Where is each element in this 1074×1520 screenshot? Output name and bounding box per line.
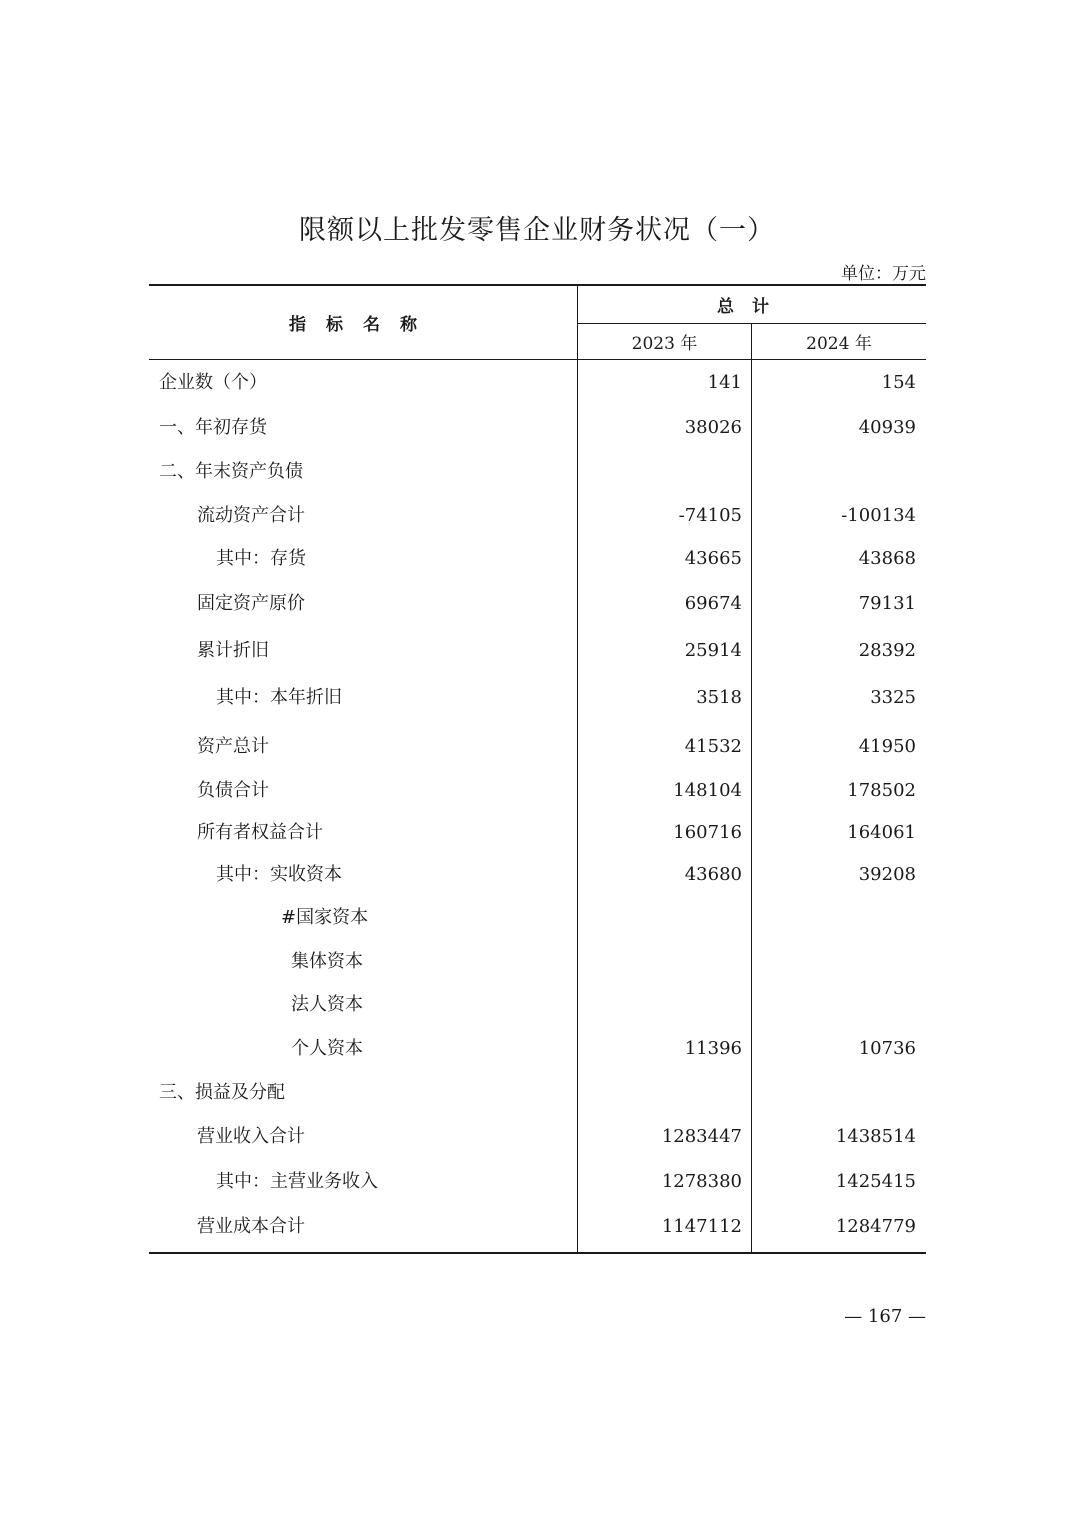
table-row <box>149 950 926 974</box>
page-number: — 167 — <box>844 1306 926 1327</box>
value-2024: 10736 <box>858 1038 916 1059</box>
row-label: 流动资产合计 <box>197 505 305 526</box>
table-row <box>149 547 926 571</box>
unit-label: 单位：万元 <box>841 264 926 284</box>
table-row <box>149 779 926 803</box>
row-label: 企业数（个） <box>159 372 267 393</box>
value-2023: 1283447 <box>661 1126 742 1147</box>
table-row <box>149 1215 926 1239</box>
table-row <box>149 1081 926 1105</box>
value-2024: 1425415 <box>835 1171 916 1192</box>
value-2024: 164061 <box>847 822 916 843</box>
financial-table <box>149 284 926 1254</box>
value-2023: 1147112 <box>661 1216 742 1237</box>
row-label: 负债合计 <box>197 780 269 801</box>
row-label: 一、年初存货 <box>159 417 267 438</box>
page-title: 限额以上批发零售企业财务状况（一） <box>299 215 775 246</box>
column-divider <box>751 360 752 1252</box>
table-row <box>149 1125 926 1149</box>
row-label: 所有者权益合计 <box>197 822 323 843</box>
header-year-2024: 2024 年 <box>806 334 872 354</box>
value-2024: 178502 <box>847 780 916 801</box>
value-2024: 28392 <box>858 640 916 661</box>
header-year-2023: 2023 年 <box>578 324 752 359</box>
value-2024: 3325 <box>870 687 916 708</box>
table-row <box>149 504 926 528</box>
row-label: #国家资本 <box>281 907 369 928</box>
value-2023: 25914 <box>684 640 742 661</box>
table-row <box>149 686 926 710</box>
row-label: 二、年末资产负债 <box>159 461 303 482</box>
table-row <box>149 1170 926 1194</box>
table-row <box>149 993 926 1017</box>
table-header <box>149 286 926 360</box>
row-label: 累计折旧 <box>197 640 269 661</box>
value-2023: 69674 <box>684 593 742 614</box>
header-total: 总计 <box>578 286 926 324</box>
table-row <box>149 371 926 395</box>
value-2023: -74105 <box>678 505 742 526</box>
table-row <box>149 863 926 887</box>
column-divider <box>577 360 578 1252</box>
value-2023: 3518 <box>696 687 742 708</box>
table-row <box>149 592 926 616</box>
value-2024: 39208 <box>858 864 916 885</box>
table-row <box>149 821 926 845</box>
table-bottom-rule <box>149 1252 926 1254</box>
value-2024: 154 <box>881 372 916 393</box>
row-label: 法人资本 <box>291 994 363 1015</box>
value-2023: 41532 <box>684 736 742 757</box>
table-row <box>149 735 926 759</box>
row-label: 其中：主营业务收入 <box>216 1171 378 1192</box>
value-2024: 41950 <box>858 736 916 757</box>
row-label: 资产总计 <box>197 736 269 757</box>
row-label: 营业收入合计 <box>197 1126 305 1147</box>
table-row <box>149 639 926 663</box>
row-label: 其中：本年折旧 <box>216 687 342 708</box>
table-row <box>149 460 926 484</box>
row-label: 其中：实收资本 <box>216 864 342 885</box>
value-2023: 11396 <box>684 1038 742 1059</box>
value-2023: 1278380 <box>661 1171 742 1192</box>
value-2023: 141 <box>707 372 742 393</box>
table-body <box>149 360 926 1252</box>
row-label: 三、损益及分配 <box>159 1082 285 1103</box>
row-label: 营业成本合计 <box>197 1216 305 1237</box>
header-indicator-name: 指标名称 <box>149 286 578 359</box>
value-2024: 1284779 <box>835 1216 916 1237</box>
row-label: 其中：存货 <box>216 548 306 569</box>
value-2023: 160716 <box>673 822 742 843</box>
row-label: 固定资产原价 <box>197 593 305 614</box>
value-2024: 1438514 <box>835 1126 916 1147</box>
row-label: 集体资本 <box>291 951 363 972</box>
value-2023: 43680 <box>684 864 742 885</box>
table-row <box>149 416 926 440</box>
value-2023: 43665 <box>684 548 742 569</box>
table-row <box>149 1037 926 1061</box>
value-2024: 40939 <box>858 417 916 438</box>
value-2024: 79131 <box>858 593 916 614</box>
value-2024: -100134 <box>841 505 916 526</box>
table-row <box>149 906 926 930</box>
value-2024: 43868 <box>858 548 916 569</box>
value-2023: 148104 <box>673 780 742 801</box>
row-label: 个人资本 <box>291 1038 363 1059</box>
value-2023: 38026 <box>684 417 742 438</box>
